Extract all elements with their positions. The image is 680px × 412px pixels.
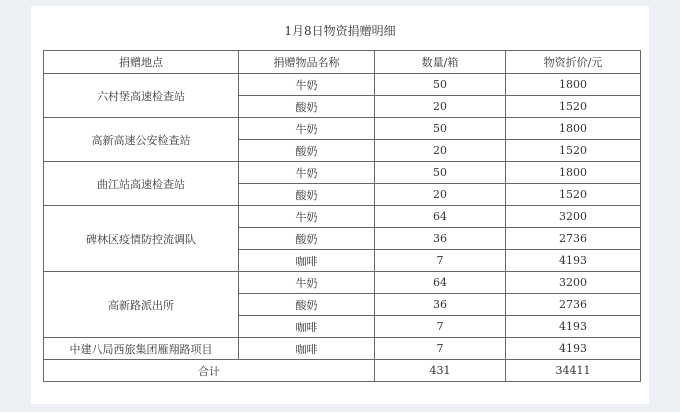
location-cell: 高新路派出所 <box>44 272 239 338</box>
quantity-cell: 20 <box>375 184 506 206</box>
quantity-cell: 64 <box>375 206 506 228</box>
value-cell: 4193 <box>506 250 641 272</box>
quantity-cell: 50 <box>375 162 506 184</box>
value-cell: 1520 <box>506 96 641 118</box>
table-row <box>44 74 641 96</box>
total-label: 合计 <box>44 360 375 382</box>
header-quantity: 数量/箱 <box>375 51 506 74</box>
table-row <box>44 272 641 294</box>
item-name-cell: 酸奶 <box>239 184 375 206</box>
table-row <box>44 206 641 228</box>
quantity-cell: 36 <box>375 294 506 316</box>
document-title: 1月8日物资捐赠明细 <box>284 24 396 38</box>
total-row <box>44 360 641 382</box>
item-name-cell: 酸奶 <box>239 96 375 118</box>
quantity-cell: 64 <box>375 272 506 294</box>
location-cell: 高新高速公安检查站 <box>44 118 239 162</box>
quantity-cell: 7 <box>375 338 506 360</box>
item-name-cell: 酸奶 <box>239 294 375 316</box>
location-cell: 碑林区疫情防控流调队 <box>44 206 239 272</box>
item-name-cell: 牛奶 <box>239 206 375 228</box>
item-name-cell: 酸奶 <box>239 228 375 250</box>
header-value: 物资折价/元 <box>506 51 641 74</box>
value-cell: 3200 <box>506 206 641 228</box>
item-name-cell: 牛奶 <box>239 118 375 140</box>
value-cell: 1800 <box>506 118 641 140</box>
donation-table <box>43 50 641 382</box>
document-page <box>31 6 649 404</box>
total-quantity: 431 <box>375 360 506 382</box>
location-cell: 曲江站高速检查站 <box>44 162 239 206</box>
value-cell: 3200 <box>506 272 641 294</box>
quantity-cell: 36 <box>375 228 506 250</box>
value-cell: 1800 <box>506 74 641 96</box>
quantity-cell: 50 <box>375 118 506 140</box>
header-row <box>44 51 641 74</box>
item-name-cell: 咖啡 <box>239 338 375 360</box>
quantity-cell: 7 <box>375 316 506 338</box>
table-row <box>44 338 641 360</box>
value-cell: 1800 <box>506 162 641 184</box>
table-row <box>44 162 641 184</box>
value-cell: 4193 <box>506 338 641 360</box>
item-name-cell: 酸奶 <box>239 140 375 162</box>
value-cell: 1520 <box>506 140 641 162</box>
quantity-cell: 50 <box>375 74 506 96</box>
location-cell: 六村堡高速检查站 <box>44 74 239 118</box>
header-location: 捐赠地点 <box>44 51 239 74</box>
item-name-cell: 牛奶 <box>239 272 375 294</box>
quantity-cell: 20 <box>375 96 506 118</box>
item-name-cell: 咖啡 <box>239 316 375 338</box>
value-cell: 1520 <box>506 184 641 206</box>
item-name-cell: 牛奶 <box>239 74 375 96</box>
table-row <box>44 118 641 140</box>
quantity-cell: 7 <box>375 250 506 272</box>
item-name-cell: 咖啡 <box>239 250 375 272</box>
location-cell: 中建八局西旅集团雁翔路项目 <box>44 338 239 360</box>
quantity-cell: 20 <box>375 140 506 162</box>
value-cell: 2736 <box>506 228 641 250</box>
value-cell: 2736 <box>506 294 641 316</box>
value-cell: 4193 <box>506 316 641 338</box>
item-name-cell: 牛奶 <box>239 162 375 184</box>
header-item-name: 捐赠物品名称 <box>239 51 375 74</box>
total-value: 34411 <box>506 360 641 382</box>
